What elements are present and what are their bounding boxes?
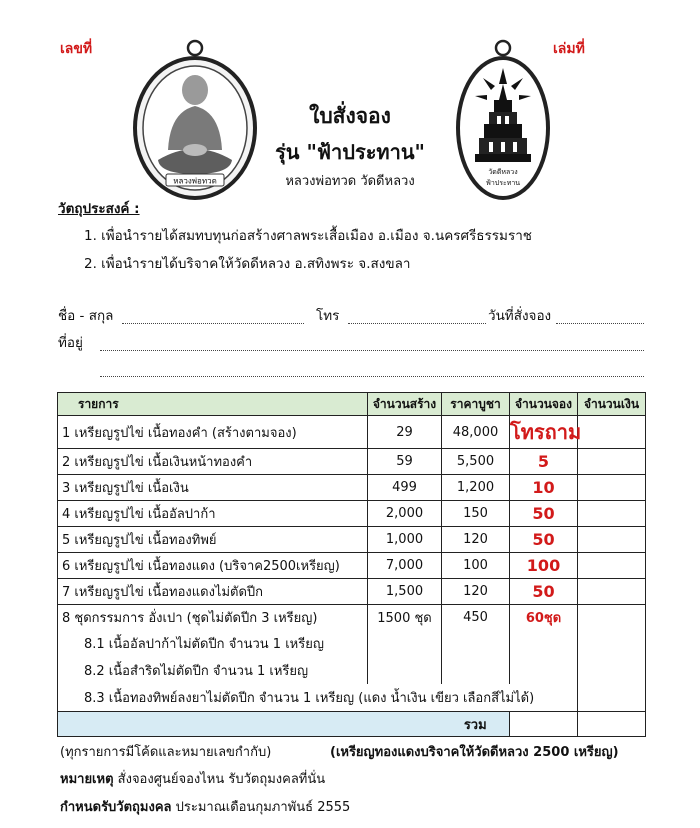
pickup-label: กำหนดรับวัตถุมงคล	[60, 800, 172, 815]
pickup-line	[60, 796, 350, 817]
table-total-row	[58, 712, 646, 737]
row-item: 5 เหรียญรูปไข่ เนื้อทองทิพย์	[58, 527, 368, 553]
remark-label: หมายเหตุ	[60, 772, 114, 787]
objective-item-1: 1. เพื่อนำรายได้สมทบทุนก่อสร้างศาลพระเสื้อเมือง อ.เมือง จ.นครศรีธรรมราช	[84, 228, 532, 244]
row-built: 499	[368, 475, 442, 501]
left-medal-caption: หลวงพ่อทวด	[173, 176, 217, 186]
series-name: รุ่น "ฟ้าประทาน"	[275, 140, 425, 164]
table-row	[58, 527, 646, 553]
table-row	[58, 475, 646, 501]
table-header-row	[58, 393, 646, 416]
table-row	[58, 579, 646, 605]
header-price: ราคาบูชา	[442, 393, 510, 416]
row-built: 59	[368, 449, 442, 475]
remark-line	[60, 768, 325, 789]
total-label: รวม	[442, 712, 510, 737]
row-price: 5,500	[442, 449, 510, 475]
table-row	[58, 553, 646, 579]
row-reserved: โทรถาม	[510, 416, 578, 449]
remark-text: สั่งจองศูนย์จองไหน รับวัตถุมงคลที่นั่น	[117, 772, 326, 787]
sub-item: 8.1 เนื้ออัลปาก้าไม่ตัดปีก จำนวน 1 เหรียญ	[58, 630, 368, 657]
row-item: 4 เหรียญรูปไข่ เนื้ออัลปาก้า	[58, 501, 368, 527]
row-reserved: 100	[510, 553, 578, 579]
header-item: รายการ	[58, 393, 368, 416]
row-amount-cell[interactable]	[578, 475, 646, 501]
table-sub-row	[58, 657, 646, 684]
address-field-line-2[interactable]	[100, 375, 644, 377]
row-item: 2 เหรียญรูปไข่ เนื้อเงินหน้าทองคำ	[58, 449, 368, 475]
row-reserved: 60ชุด	[510, 605, 578, 631]
row-built: 1,000	[368, 527, 442, 553]
phone-label: โทร	[316, 308, 340, 324]
code-note: (ทุกรายการมีโค้ดและหมายเลขกำกับ)	[60, 745, 272, 760]
row-price: 150	[442, 501, 510, 527]
order-table	[57, 392, 646, 737]
row-amount-cell[interactable]	[578, 579, 646, 605]
table-sub-row	[58, 630, 646, 657]
sub-item: 8.2 เนื้อสำริดไม่ตัดปีก จำนวน 1 เหรียญ	[58, 657, 368, 684]
header-reserved-quantity: จำนวนจอง	[510, 393, 578, 416]
row-item: 1 เหรียญรูปไข่ เนื้อทองคำ (สร้างตามจอง)	[58, 416, 368, 449]
header-amount: จำนวนเงิน	[578, 393, 646, 416]
row-price: 1,200	[442, 475, 510, 501]
row-built: 1,500	[368, 579, 442, 605]
row-reserved: 50	[510, 579, 578, 605]
address-field-line-1[interactable]	[100, 349, 644, 351]
name-field[interactable]	[122, 322, 304, 324]
name-label: ชื่อ - สกุล	[58, 308, 114, 324]
form-title: ใบสั่งจอง	[309, 104, 391, 128]
row-built: 1500 ชุด	[368, 605, 442, 631]
row-item: 3 เหรียญรูปไข่ เนื้อเงิน	[58, 475, 368, 501]
row-item: 8 ชุดกรรมการ อั่งเปา (ชุดไม่ตัดปีก 3 เหรียญ)	[58, 605, 368, 631]
row-amount-cell[interactable]	[578, 605, 646, 631]
table-row	[58, 416, 646, 449]
row-reserved: 50	[510, 527, 578, 553]
row-amount-cell[interactable]	[578, 449, 646, 475]
row-price: 48,000	[442, 416, 510, 449]
order-date-field[interactable]	[556, 322, 644, 324]
row-amount-cell[interactable]	[578, 416, 646, 449]
header-built-quantity: จำนวนสร้าง	[368, 393, 442, 416]
row-price: 100	[442, 553, 510, 579]
objective-item-2: 2. เพื่อนำรายได้บริจาคให้วัดดีหลวง อ.สทิงพระ จ.สงขลา	[84, 256, 411, 272]
row-item: 6 เหรียญรูปไข่ เนื้อทองแดง (บริจาค2500เหรียญ)	[58, 553, 368, 579]
objectives-heading: วัตถุประสงค์ :	[58, 201, 140, 217]
row-reserved: 50	[510, 501, 578, 527]
row-built: 7,000	[368, 553, 442, 579]
row-item: 7 เหรียญรูปไข่ เนื้อทองแดงไม่ตัดปีก	[58, 579, 368, 605]
row-amount-cell[interactable]	[578, 553, 646, 579]
book-number-label: เล่มที่	[553, 41, 585, 57]
order-date-label: วันที่สั่งจอง	[488, 308, 552, 324]
row-reserved: 5	[510, 449, 578, 475]
pickup-text: ประมาณเดือนกุมภาพันธ์ 2555	[175, 800, 351, 815]
sub-item: 8.3 เนื้อทองทิพย์ลงยาไม่ตัดปีก จำนวน 1 เหรียญ (แดง น้ำเงิน เขียว เลือกสีไม่ได้)	[58, 684, 578, 712]
right-medal-caption-top: วัดดีหลวง	[488, 168, 518, 176]
table-row	[58, 449, 646, 475]
row-built: 29	[368, 416, 442, 449]
row-built: 2,000	[368, 501, 442, 527]
row-price: 450	[442, 605, 510, 631]
row-amount-cell[interactable]	[578, 527, 646, 553]
table-row	[58, 605, 646, 631]
right-medal-caption-bottom: ฟ้าประทาน	[485, 179, 521, 187]
total-amount-cell[interactable]	[578, 712, 646, 737]
phone-field[interactable]	[348, 322, 486, 324]
row-reserved: 10	[510, 475, 578, 501]
donation-note: (เหรียญทองแดงบริจาคให้วัดดีหลวง 2500 เหรียญ)	[330, 745, 619, 760]
address-label: ที่อยู่	[58, 335, 83, 351]
row-price: 120	[442, 527, 510, 553]
monk-name: หลวงพ่อทวด วัดดีหลวง	[285, 174, 415, 189]
total-reserved-cell[interactable]	[510, 712, 578, 737]
table-sub-row	[58, 684, 646, 712]
row-price: 120	[442, 579, 510, 605]
row-amount-cell[interactable]	[578, 501, 646, 527]
table-row	[58, 501, 646, 527]
document-number-label: เลขที่	[60, 41, 93, 57]
